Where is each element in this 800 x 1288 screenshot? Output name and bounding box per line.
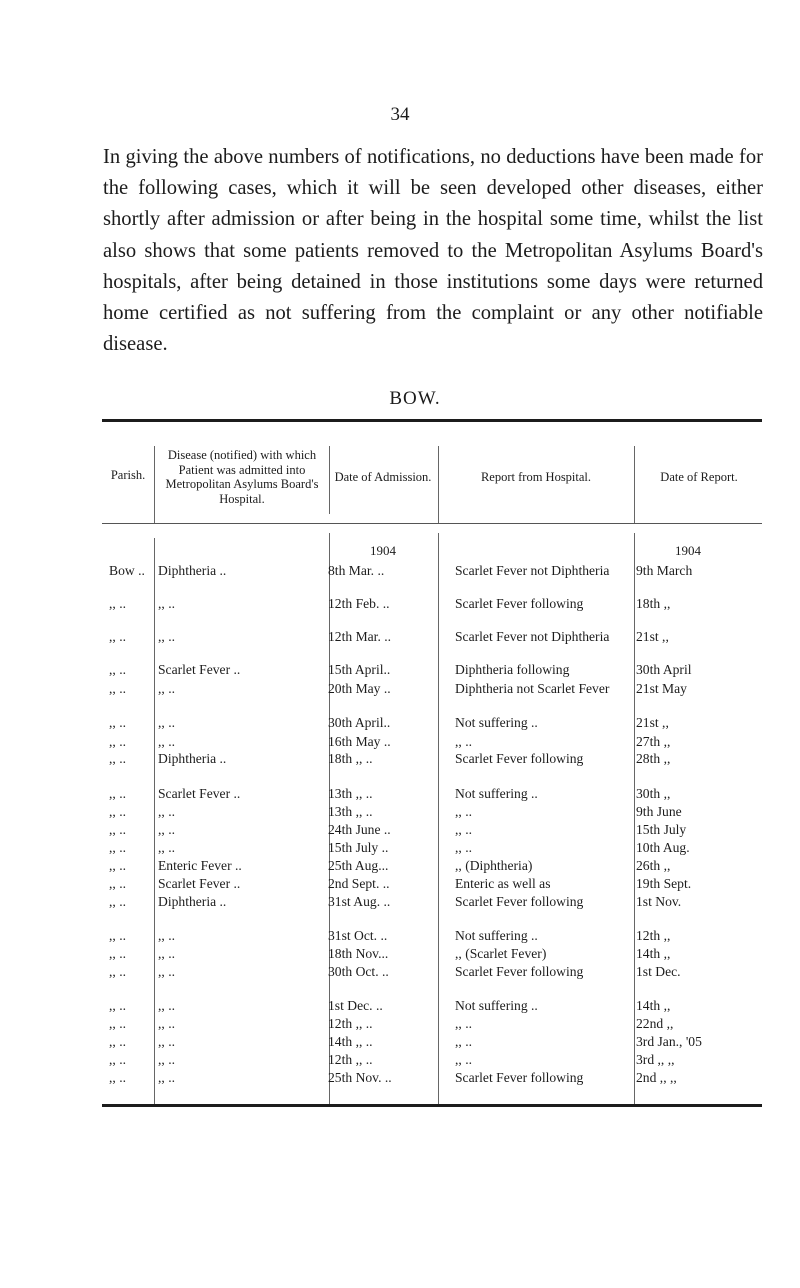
parish-cell: ,, .. (109, 715, 126, 730)
hospital-report-cell: Scarlet Fever following (455, 894, 584, 909)
disease-cell: Diphtheria .. (158, 563, 227, 578)
report-date-cell: 10th Aug. (636, 840, 690, 855)
disease-cell: ,, .. (158, 629, 175, 644)
report-date-cell: 28th ,, (636, 751, 671, 766)
header-divider (438, 446, 439, 524)
admission-date-cell: 20th May .. (328, 681, 391, 696)
parish-cell: ,, .. (109, 840, 126, 855)
table-body (102, 563, 762, 1104)
report-date-cell: 27th ,, (636, 734, 671, 749)
disease-cell: ,, .. (158, 998, 175, 1013)
table-row (102, 858, 762, 876)
hospital-report-cell: Not suffering .. (455, 998, 538, 1013)
report-date-cell: 19th Sept. (636, 876, 692, 891)
report-date-cell: 22nd ,, (636, 1016, 674, 1031)
parish-cell: ,, .. (109, 1034, 126, 1049)
parish-cell: ,, .. (109, 822, 126, 837)
admission-date-cell: 18th ,, .. (328, 751, 373, 766)
table-row (102, 1052, 762, 1070)
intro-paragraph: In giving the above numbers of notifications, no deductions have been made for the following cases, which it will be seen developed other diseases, either shortly after admission or after being in the hospital some time, whilst the list also shows that some patients removed to the Metropolitan Asylums Board's hospitals, after being detained in those institutions some days were returned home certified as not suffering from the complaint or any other notifiable disease. (103, 146, 763, 356)
disease-cell: ,, .. (158, 840, 175, 855)
report-date-cell: 18th ,, (636, 596, 671, 611)
hospital-report-cell: Diphtheria following (455, 662, 570, 677)
year-report: 1904 (675, 543, 701, 558)
disease-cell: ,, .. (158, 964, 175, 979)
admission-date-cell: 30th April.. (328, 715, 391, 730)
table-row (102, 662, 762, 681)
header-report-date: Date of Report. (660, 469, 738, 484)
table-row (102, 876, 762, 894)
table-row (102, 1034, 762, 1052)
disease-cell: ,, .. (158, 946, 175, 961)
admission-date-cell: 30th Oct. .. (328, 964, 389, 979)
parish-cell: ,, .. (109, 964, 126, 979)
parish-cell: ,, .. (109, 858, 126, 873)
parish-cell: ,, .. (109, 804, 126, 819)
hospital-report-cell: Not suffering .. (455, 928, 538, 943)
header-divider (154, 446, 155, 524)
hospital-report-cell: Scarlet Fever following (455, 596, 584, 611)
disease-cell: ,, .. (158, 1034, 175, 1049)
table-row (102, 804, 762, 822)
hospital-report-cell: ,, (Diphtheria) (455, 858, 533, 873)
parish-cell: ,, .. (109, 946, 126, 961)
admission-date-cell: 25th Nov. .. (328, 1070, 392, 1085)
table-row (102, 928, 762, 946)
parish-cell: ,, .. (109, 894, 126, 909)
year-admission: 1904 (370, 543, 396, 558)
admission-date-cell: 31st Aug. .. (328, 894, 391, 909)
parish-cell: ,, .. (109, 998, 126, 1013)
report-date-cell: 14th ,, (636, 946, 671, 961)
table-row (102, 964, 762, 998)
disease-cell: Scarlet Fever .. (158, 876, 241, 891)
table-row (102, 629, 762, 662)
header-disease: Disease (notified) with which Patient was admitted into Metropolitan Asylums Board's Hospital. (165, 448, 319, 506)
hospital-report-cell: Enteric as well as (455, 876, 551, 891)
hospital-report-cell: ,, .. (455, 822, 472, 837)
hospital-report-cell: Scarlet Fever not Diphtheria (455, 629, 610, 644)
admission-date-cell: 1st Dec. .. (328, 998, 383, 1013)
parish-cell: ,, .. (109, 786, 126, 801)
hospital-report-cell: ,, .. (455, 1016, 472, 1031)
parish-cell: ,, .. (109, 1070, 126, 1085)
hospital-report-cell: Diphtheria not Scarlet Fever (455, 681, 610, 696)
parish-cell: ,, .. (109, 928, 126, 943)
admission-date-cell: 13th ,, .. (328, 786, 373, 801)
header-rule (102, 523, 762, 524)
header-report: Report from Hospital. (480, 469, 592, 484)
hospital-report-cell: Not suffering .. (455, 786, 538, 801)
parish-cell: ,, .. (109, 681, 126, 696)
report-date-cell: 21st ,, (636, 715, 669, 730)
admission-date-cell: 25th Aug... (328, 858, 389, 873)
table-row (102, 715, 762, 734)
hospital-report-cell: Scarlet Fever not Diphtheria (455, 563, 610, 578)
admission-date-cell: 8th Mar. .. (328, 563, 385, 578)
disease-cell: ,, .. (158, 928, 175, 943)
admission-date-cell: 12th ,, .. (328, 1052, 373, 1067)
admission-date-cell: 12th Mar. .. (328, 629, 392, 644)
disease-cell: ,, .. (158, 804, 175, 819)
disease-cell: ,, .. (158, 1052, 175, 1067)
hospital-report-cell: Scarlet Fever following (455, 1070, 584, 1085)
table-row (102, 751, 762, 786)
parish-cell: Bow .. (109, 563, 145, 578)
disease-cell: ,, .. (158, 681, 175, 696)
report-date-cell: 21st ,, (636, 629, 669, 644)
table-row (102, 596, 762, 629)
report-date-cell: 30th ,, (636, 786, 671, 801)
report-date-cell: 1st Dec. (636, 964, 681, 979)
table-row (102, 822, 762, 840)
table-row (102, 563, 762, 596)
admission-date-cell: 31st Oct. .. (328, 928, 388, 943)
table-row (102, 1016, 762, 1034)
table-row (102, 840, 762, 858)
table-row (102, 1070, 762, 1104)
header-divider (329, 446, 330, 514)
report-date-cell: 9th March (636, 563, 693, 578)
parish-cell: ,, .. (109, 1052, 126, 1067)
disease-cell: ,, .. (158, 1016, 175, 1031)
disease-cell: ,, .. (158, 734, 175, 749)
hospital-report-cell: ,, .. (455, 1034, 472, 1049)
page-number: 34 (390, 104, 410, 125)
table-row (102, 894, 762, 928)
table-row (102, 734, 762, 751)
report-date-cell: 3rd Jan., '05 (636, 1034, 702, 1049)
report-date-cell: 1st Nov. (636, 894, 682, 909)
disease-cell: ,, .. (158, 596, 175, 611)
disease-cell: ,, .. (158, 822, 175, 837)
disease-cell: Diphtheria .. (158, 751, 227, 766)
admission-date-cell: 24th June .. (328, 822, 391, 837)
admission-date-cell: 14th ,, .. (328, 1034, 373, 1049)
parish-cell: ,, .. (109, 629, 126, 644)
parish-cell: ,, .. (109, 596, 126, 611)
hospital-report-cell: Not suffering .. (455, 715, 538, 730)
parish-cell: ,, .. (109, 1016, 126, 1031)
table-bottom-rule (102, 1104, 762, 1107)
admission-date-cell: 15th July .. (328, 840, 389, 855)
hospital-report-cell: ,, .. (455, 840, 472, 855)
report-date-cell: 3rd ,, ,, (636, 1052, 675, 1067)
disease-cell: ,, .. (158, 1070, 175, 1085)
parish-cell: ,, .. (109, 876, 126, 891)
disease-cell: Enteric Fever .. (158, 858, 242, 873)
disease-cell: Diphtheria .. (158, 894, 227, 909)
parish-cell: ,, .. (109, 662, 126, 677)
admission-date-cell: 12th Feb. .. (328, 596, 390, 611)
table-title: BOW. (389, 388, 441, 409)
hospital-report-cell: Scarlet Fever following (455, 964, 584, 979)
report-date-cell: 12th ,, (636, 928, 671, 943)
hospital-report-cell: ,, .. (455, 804, 472, 819)
hospital-report-cell: ,, .. (455, 1052, 472, 1067)
admission-date-cell: 13th ,, .. (328, 804, 373, 819)
report-date-cell: 26th ,, (636, 858, 671, 873)
admission-date-cell: 12th ,, .. (328, 1016, 373, 1031)
report-date-cell: 2nd ,, ,, (636, 1070, 677, 1085)
disease-cell: ,, .. (158, 715, 175, 730)
report-date-cell: 9th June (636, 804, 682, 819)
report-date-cell: 15th July (636, 822, 687, 837)
table-row (102, 681, 762, 715)
hospital-report-cell: ,, (Scarlet Fever) (455, 946, 547, 961)
disease-cell: Scarlet Fever .. (158, 662, 241, 677)
header-admission: Date of Admission. (334, 469, 432, 484)
report-date-cell: 30th April (636, 662, 692, 677)
parish-cell: ,, .. (109, 734, 126, 749)
table-top-rule (102, 419, 762, 422)
table-row (102, 946, 762, 964)
admission-date-cell: 16th May .. (328, 734, 391, 749)
table-row (102, 786, 762, 804)
admission-date-cell: 2nd Sept. .. (328, 876, 390, 891)
report-date-cell: 21st May (636, 681, 687, 696)
header-divider (634, 446, 635, 524)
hospital-report-cell: Scarlet Fever following (455, 751, 584, 766)
admission-date-cell: 18th Nov... (328, 946, 389, 961)
disease-cell: Scarlet Fever .. (158, 786, 241, 801)
report-date-cell: 14th ,, (636, 998, 671, 1013)
admission-date-cell: 15th April.. (328, 662, 391, 677)
table-row (102, 998, 762, 1016)
parish-cell: ,, .. (109, 751, 126, 766)
header-parish: Parish. (110, 467, 146, 482)
hospital-report-cell: ,, .. (455, 734, 472, 749)
